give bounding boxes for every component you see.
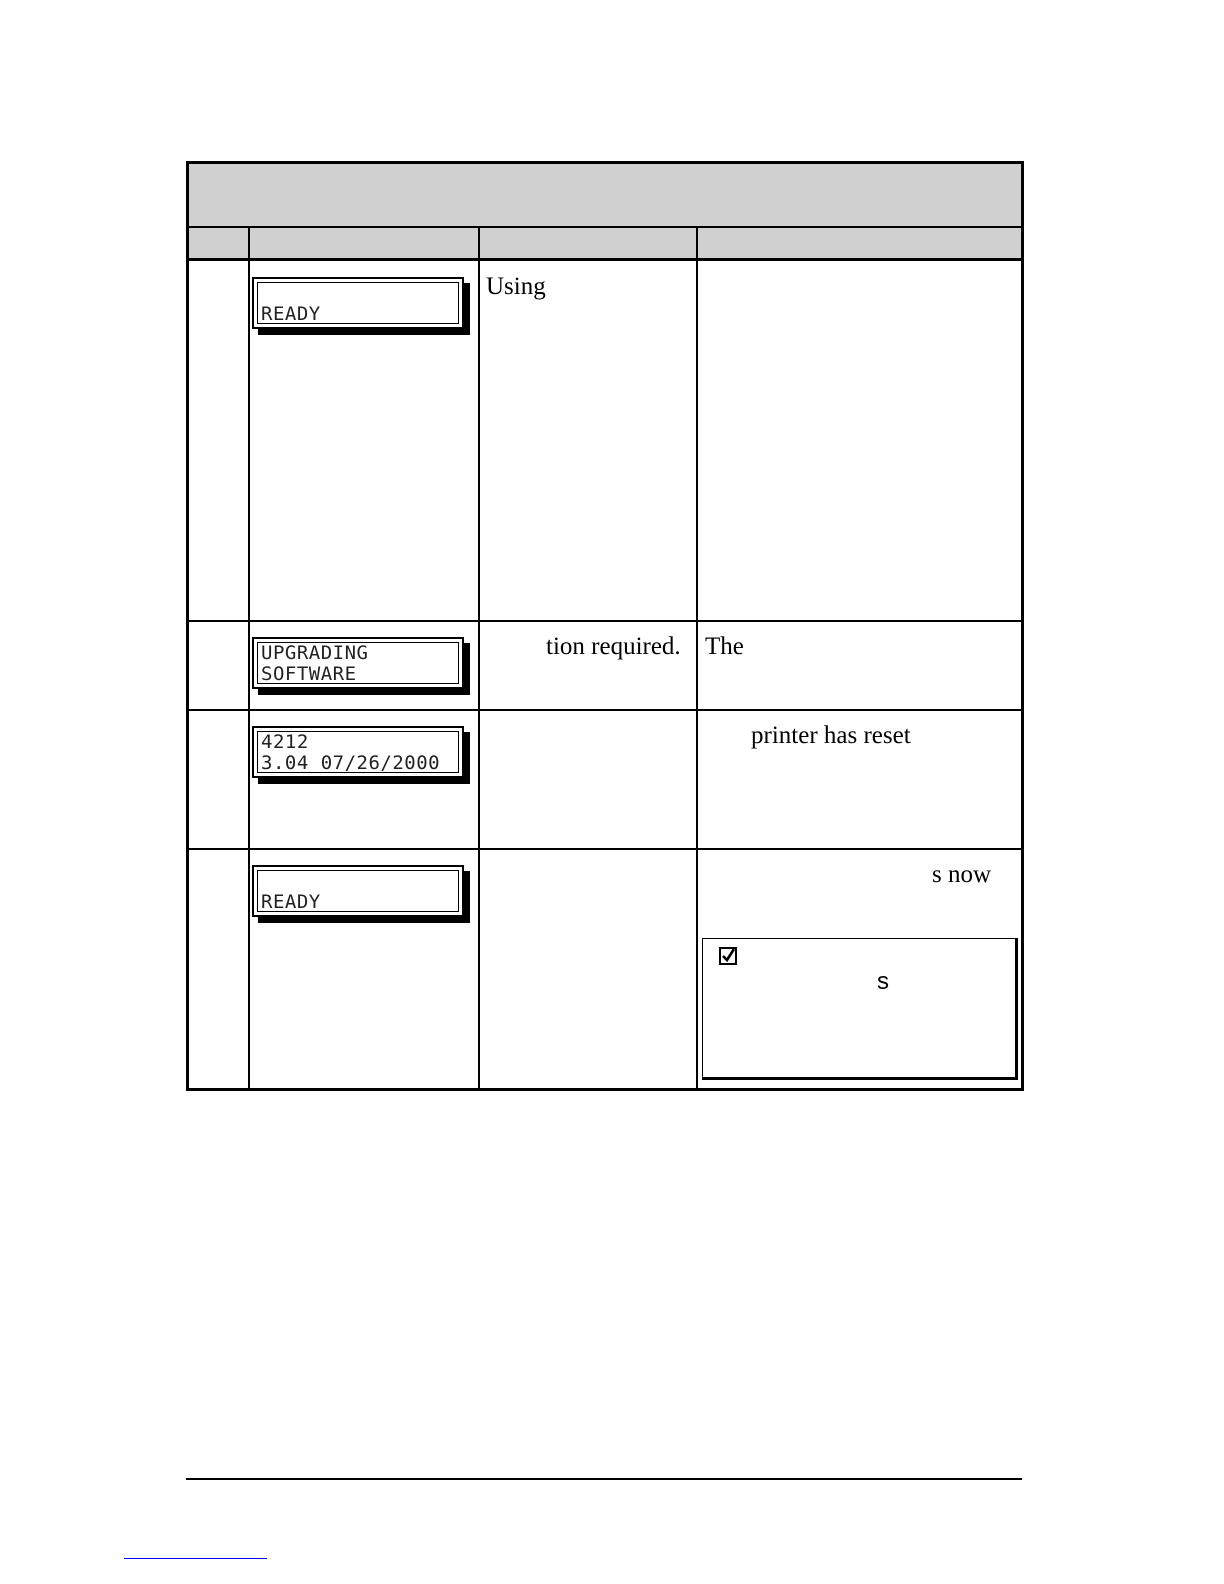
result-text: printer has reset <box>751 722 911 749</box>
table-title-band <box>189 164 1021 228</box>
lcd-line-2: SOFTWARE <box>261 663 357 685</box>
column-divider <box>696 228 698 1088</box>
link-underline[interactable] <box>124 1558 267 1559</box>
footer-rule <box>186 1478 1022 1480</box>
lcd-line-1: 4212 <box>261 731 309 753</box>
action-text: Using <box>486 273 546 300</box>
column-divider <box>478 228 480 1088</box>
result-text: The <box>705 633 744 660</box>
lcd-display <box>252 277 464 329</box>
column-divider <box>248 228 250 1088</box>
lcd-display <box>252 637 464 689</box>
lcd-line-1: UPGRADING <box>261 642 369 664</box>
lcd-display <box>252 726 464 778</box>
action-text: tion required. <box>546 633 681 660</box>
lcd-line-2: 3.04 07/26/2000 <box>261 752 441 774</box>
row-divider <box>189 709 1021 711</box>
lcd-display <box>252 865 464 917</box>
note-box <box>702 938 1018 1080</box>
result-text: s now <box>932 861 992 888</box>
lcd-line-2: READY <box>261 303 321 325</box>
row-divider <box>189 848 1021 850</box>
checkbox-checked-icon <box>719 947 737 965</box>
note-text: s <box>877 968 889 995</box>
table-header-row <box>189 228 1021 261</box>
lcd-line-2: READY <box>261 891 321 913</box>
procedure-table <box>186 161 1024 1091</box>
row-divider <box>189 620 1021 622</box>
